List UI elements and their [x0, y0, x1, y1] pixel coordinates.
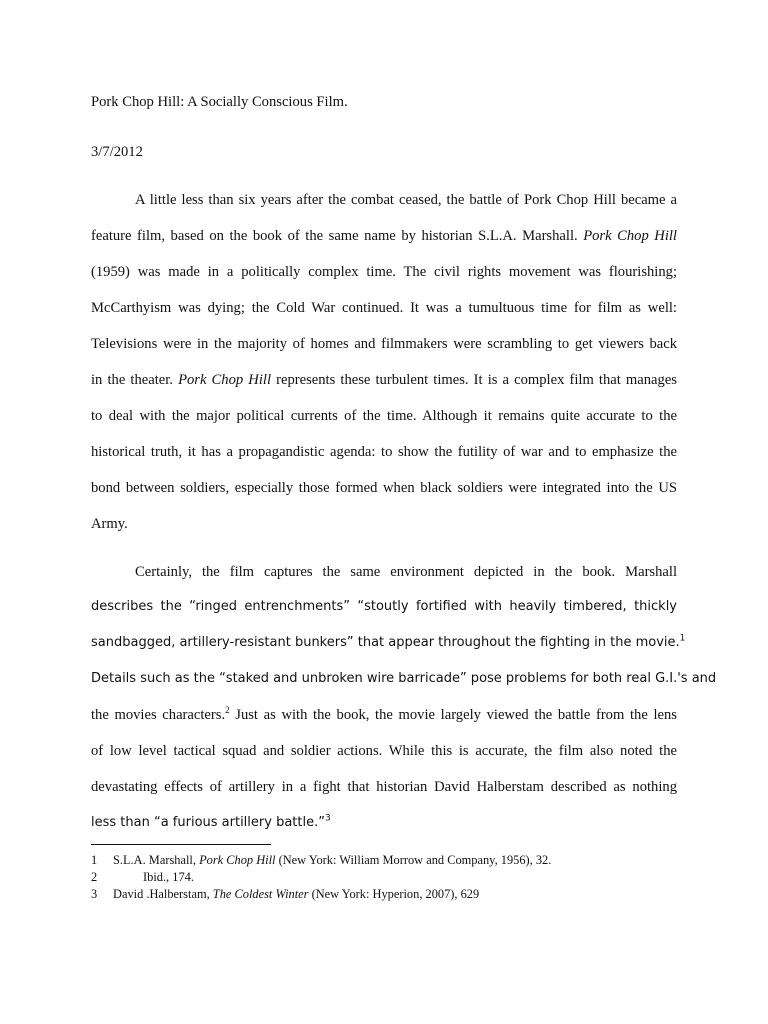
- film-title-italic: Pork Chop Hill: [583, 228, 677, 244]
- footnote-ref-1[interactable]: 1: [679, 633, 686, 644]
- footnote-divider: [91, 844, 271, 845]
- footnote-ref-2[interactable]: 2: [225, 705, 230, 716]
- footnote-1: 1 S.L.A. Marshall, Pork Chop Hill (New York: William Morrow and Company, 1956), 32.: [91, 853, 552, 867]
- paragraph-2-line-1: Certainly, the film captures the same environment depicted in the book. Marshall: [135, 564, 677, 580]
- paragraph-2-line-2: describes the “ringed entrenchments” “stoutly fortified with heavily timbered, thickly: [91, 599, 677, 614]
- paragraph-1-line-5: Televisions were in the majority of homes and filmmakers were scrambling to get viewers back: [91, 336, 677, 352]
- footnote-number: 1: [91, 853, 98, 867]
- paragraph-2-line-6: of low level tactical squad and soldier actions. While this is accurate, the film also noted the: [91, 743, 677, 759]
- film-title-italic: Pork Chop Hill: [178, 372, 271, 388]
- paragraph-1-line-3: (1959) was made in a politically complex time. The civil rights movement was flourishing;: [91, 264, 677, 280]
- paragraph-1-line-6: in the theater. Pork Chop Hill represents these turbulent times. It is a complex film that manages: [91, 372, 677, 388]
- paragraph-2-line-8: less than “a furious artillery battle.”$^3$: [91, 813, 331, 830]
- document-title: Pork Chop Hill: A Socially Conscious Film.: [91, 94, 348, 110]
- footnote-2: 2 Ibid., 174.: [91, 870, 194, 884]
- footnote-ref-3[interactable]: 3: [324, 813, 331, 824]
- paragraph-1-line-4: McCarthyism was dying; the Cold War continued. It was a tumultuous time for film as well:: [91, 300, 677, 316]
- paragraph-1-line-8: historical truth, it has a propagandistic agenda: to show the futility of war and to emphasize the: [91, 444, 677, 460]
- paragraph-2-line-7: devastating effects of artillery in a fight that historian David Halberstam described as nothing: [91, 779, 677, 795]
- paragraph-2-line-4: Details such as the “staked and unbroken wire barricade” pose problems for both real G.I.'s and: [91, 671, 717, 686]
- paragraph-1-line-10: Army.: [91, 516, 128, 532]
- document-date: 3/7/2012: [91, 144, 143, 160]
- paragraph-1-line-2: feature film, based on the book of the same name by historian S.L.A. Marshall. Pork Chop Hill: [91, 228, 677, 244]
- paragraph-1-line-1: A little less than six years after the combat ceased, the battle of Pork Chop Hill became a: [135, 192, 677, 208]
- footnote-number: 3: [91, 887, 98, 901]
- paragraph-2-line-5: the movies characters.$^2$ Just as with the book, the movie largely viewed the battle from the lens: [91, 705, 677, 723]
- paragraph-1-line-7: to deal with the major political currents of the time. Although it remains quite accurate to the: [91, 408, 677, 424]
- paragraph-1-line-9: bond between soldiers, especially those formed when black soldiers were integrated into the US: [91, 480, 677, 496]
- footnote-number: 2: [91, 870, 98, 884]
- paragraph-2-line-3: sandbagged, artillery-resistant bunkers” that appear throughout the fighting in the movie.$^1$: [91, 633, 686, 650]
- footnote-3: 3 David .Halberstam, The Coldest Winter (New York: Hyperion, 2007), 629: [91, 887, 480, 901]
